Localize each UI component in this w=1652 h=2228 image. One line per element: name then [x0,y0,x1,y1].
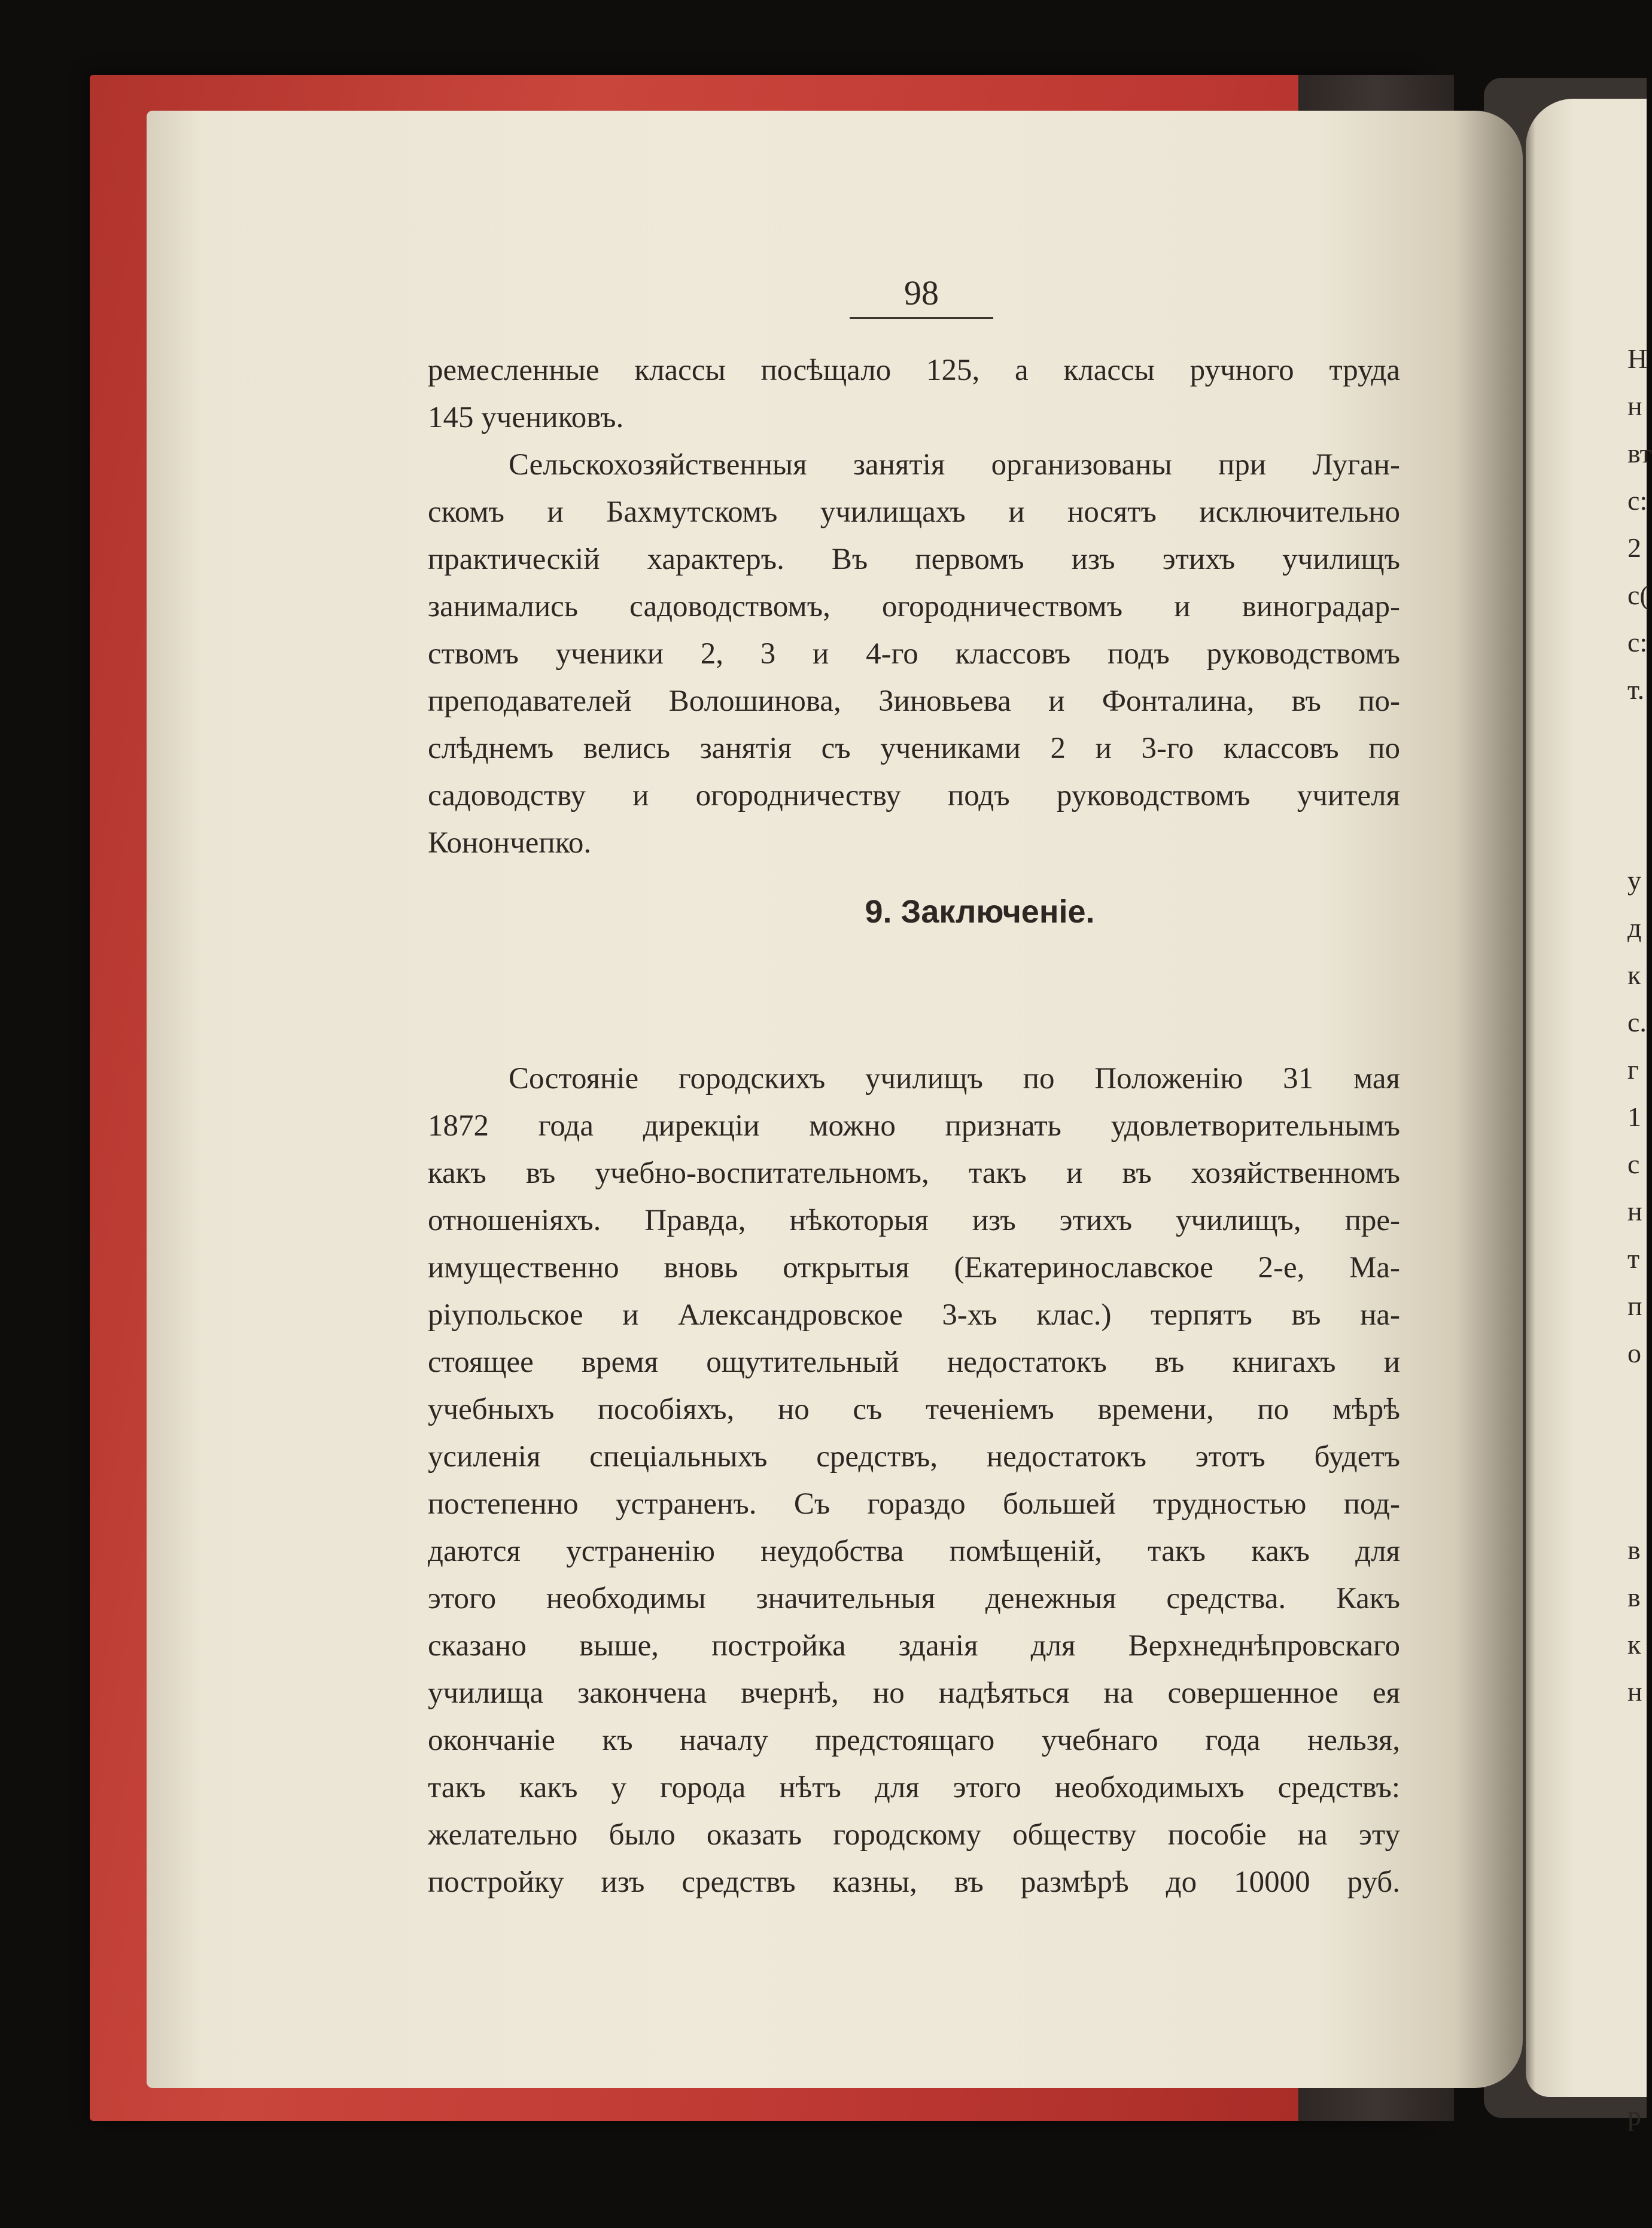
text-line: имущественно вновь открытыя (Екатеринославское 2-е, Ма- [428,1251,1400,1285]
paragraph-2 [428,442,1400,867]
section-heading: 9. Заключеніе. [865,894,1095,930]
right-fragment: с. [1627,1007,1647,1037]
paragraph-1 [428,347,1400,442]
right-fragment: Н [1627,343,1648,374]
right-fragment: вт [1627,438,1652,468]
right-fragment: т. [1627,674,1645,705]
right-fragment: в [1627,1582,1641,1612]
right-fragment: р [1627,2101,1641,2131]
right-fragment: г [1627,1054,1639,1085]
text-line: ремесленные классы посѣщало 125, а классы ручного труда [428,354,1400,387]
text-line: желательно было оказать городскому обществу пособіе на эту [428,1818,1400,1852]
right-fragment: н [1627,1196,1642,1226]
text-line: ріупольское и Александровское 3-хъ клас.) терпятъ въ на- [428,1298,1400,1332]
right-fragment: н [1627,391,1642,421]
text-line: даются устраненію неудобства помѣщеній, такъ какъ для [428,1535,1400,1568]
right-fragment: к [1627,960,1641,990]
right-fragment: с: [1627,485,1648,516]
text-line: Состояніе городскихъ училищъ по Положенію 31 мая [509,1062,1400,1095]
right-fragment-gap [1627,1715,1647,2092]
text-line: окончаніе къ началу предстоящаго учебнаго года нельзя, [428,1724,1400,1757]
text-line: постепенно устраненъ. Съ гораздо большей трудностью под- [428,1487,1400,1521]
right-fragment: к [1627,1629,1641,1660]
right-fragment: п [1627,1290,1642,1321]
paragraph-3 [428,1055,1400,1906]
text-line: скомъ и Бахмутскомъ училищахъ и носятъ исключительно [428,495,1400,529]
text-line: учебныхъ пособіяхъ, но съ теченіемъ времени, по мѣрѣ [428,1393,1400,1426]
right-fragment: с [1627,1149,1640,1179]
right-fragment: с: [1627,627,1648,658]
text-line: такъ какъ у города нѣтъ для этого необходимыхъ средствъ: [428,1771,1400,1804]
text-line: этого необходимы значительныя денежныя средства. Какъ [428,1582,1400,1615]
heading-spacer [428,951,1400,1055]
text-line: отношеніяхъ. Правда, нѣкоторыя изъ этихъ училищъ, пре- [428,1204,1400,1237]
text-line: какъ въ учебно-воспитательномъ, такъ и въ хозяйственномъ [428,1156,1400,1190]
right-fragment-gap [1627,713,1647,857]
right-fragment: т [1627,1243,1640,1274]
right-page-text-fragments [1627,335,1652,2139]
right-fragment: у [1627,865,1641,896]
right-fragment: н [1627,1676,1642,1707]
left-page-text [428,347,1400,1906]
text-line: стоящее время ощутительный недостатокъ въ книгахъ и [428,1346,1400,1379]
text-line: Сельскохозяйственныя занятія организованы при Луган- [509,448,1400,482]
page-number: 98 [904,273,939,312]
text-line: преподавателей Волошинова, Зиновьева и Фонталина, въ по- [428,684,1400,718]
text-line: Конончепко. [428,826,592,860]
text-line: ствомъ ученики 2, 3 и 4-го классовъ подъ руководствомъ [428,637,1400,671]
text-line: усиленія спеціальныхъ средствъ, недостатокъ этотъ будетъ [428,1440,1400,1474]
text-line: практическій характеръ. Въ первомъ изъ этихъ училищъ [428,543,1400,576]
right-fragment: о [1627,1338,1641,1368]
page-number-rule [850,317,993,319]
text-line: слѣднемъ велись занятія съ учениками 2 и 3-го классовъ по [428,732,1400,765]
text-line: занимались садоводствомъ, огородничествомъ и виноградар- [428,590,1400,623]
right-fragment-gap [1627,1377,1647,1526]
right-fragment: с( [1627,580,1649,610]
text-line: 145 учениковъ. [428,401,624,434]
right-fragment: 2 [1627,532,1641,563]
text-line: сказано выше, постройка зданія для Верхнеднѣпровскаго [428,1629,1400,1663]
right-fragment: в [1627,1535,1641,1565]
text-line: садоводству и огородничеству подъ руководствомъ учителя [428,779,1400,812]
text-line: постройку изъ средствъ казны, въ размѣрѣ до 10000 руб. [428,1865,1400,1899]
right-fragment: д [1627,912,1642,943]
text-line: училища закончена вчернѣ, но надѣяться на совершенное ея [428,1676,1400,1710]
text-line: 1872 года дирекціи можно признать удовлетворительнымъ [428,1109,1400,1143]
right-fragment: 1 [1627,1101,1641,1132]
